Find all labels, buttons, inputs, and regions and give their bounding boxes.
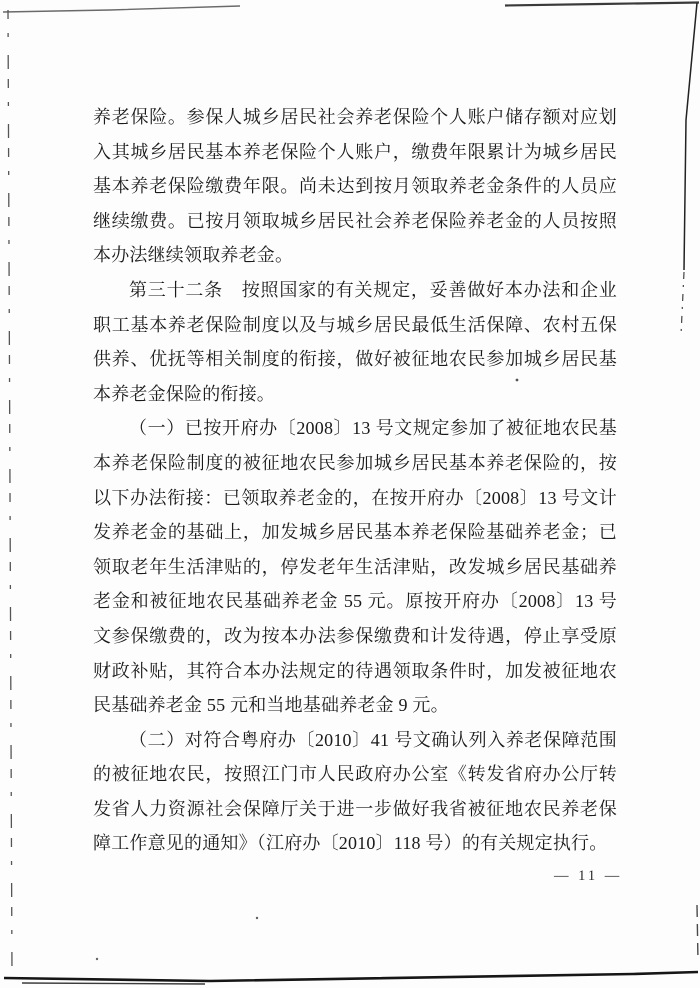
scan-line-top-left: [3, 6, 240, 12]
text-line-p3-item-1: 财政补贴，其符合本办法规定的待遇领取条件时，加发被征地农: [93, 660, 617, 681]
document-body: [93, 100, 617, 861]
text-line-p2-article-32: 职工基本养老保险制度以及与城乡居民最低生活保障、农村五保: [93, 314, 617, 335]
text-line-p3-item-1: 老金和被征地农民基础养老金 55 元。原按开府办〔2008〕13 号: [93, 591, 617, 612]
text-line-p1-continuation: 入其城乡居民基本养老保险个人账户，缴费年限累计为城乡居民: [93, 141, 617, 162]
scan-line-bottom: [4, 972, 698, 981]
ink-speck: [256, 917, 258, 919]
text-line-p4-item-2: 发省人力资源社会保障厅关于进一步做好我省被征地农民养老保: [93, 798, 617, 819]
scan-line-left-edge: [8, 10, 12, 975]
text-line-p3-item-1: 以下办法衔接：已领取养老金的，在按开府办〔2008〕13 号文计: [93, 487, 617, 508]
text-line-p3-item-1: 发养老金的基础上，加发城乡居民基本养老保险基础养老金；已: [93, 522, 617, 543]
text-line-p1-continuation: 继续缴费。已按月领取城乡居民社会养老保险养老金的人员按照: [93, 210, 617, 231]
text-line-p3-item-1: （一）已按开府办〔2008〕13 号文规定参加了被征地农民基: [129, 418, 617, 439]
text-line-p2-article-32: 第三十二条 按照国家的有关规定，妥善做好本办法和企业: [129, 279, 617, 300]
scan-line-top-right: [505, 3, 699, 6]
ink-speck: [96, 958, 98, 960]
scan-line-right-edge-tail: [681, 272, 684, 335]
text-line-p3-item-1: 领取老年生活津贴的，停发老年生活津贴，改发城乡居民基础养: [93, 556, 617, 577]
text-line-p2-article-32: 本养老金保险的衔接。: [93, 383, 275, 404]
text-line-p3-item-1: 文参保缴费的，改为按本办法参保缴费和计发待遇，停止享受原: [93, 625, 617, 646]
scan-line-bottom-double: [22, 983, 205, 984]
page-number: — 11 —: [554, 868, 623, 884]
text-line-p3-item-1: 本养老保险制度的被征地农民参加城乡居民基本养老保险的，按: [93, 452, 617, 473]
text-line-p1-continuation: 基本养老保险缴费年限。尚未达到按月领取养老金条件的人员应: [93, 176, 617, 197]
text-line-p1-continuation: 本办法继续领取养老金。: [93, 245, 294, 266]
scan-line-bottom-right-edge: [697, 905, 698, 962]
scan-line-right-edge: [684, 3, 697, 270]
text-line-p3-item-1: 民基础养老金 55 元和当地基础养老金 9 元。: [93, 695, 449, 716]
text-line-p4-item-2: 的被征地农民，按照江门市人民政府办公室《转发省府办公厅转: [93, 764, 617, 785]
text-line-p4-item-2: （二）对符合粤府办〔2010〕41 号文确认列入养老保障范围: [129, 729, 617, 750]
text-line-p2-article-32: 供养、优抚等相关制度的衔接，做好被征地农民参加城乡居民基: [93, 349, 617, 370]
text-line-p1-continuation: 养老保险。参保人城乡居民社会养老保险个人账户储存额对应划: [93, 107, 617, 127]
text-line-p4-item-2: 障工作意见的通知》（江府办〔2010〕118 号）的有关规定执行。: [93, 833, 608, 854]
